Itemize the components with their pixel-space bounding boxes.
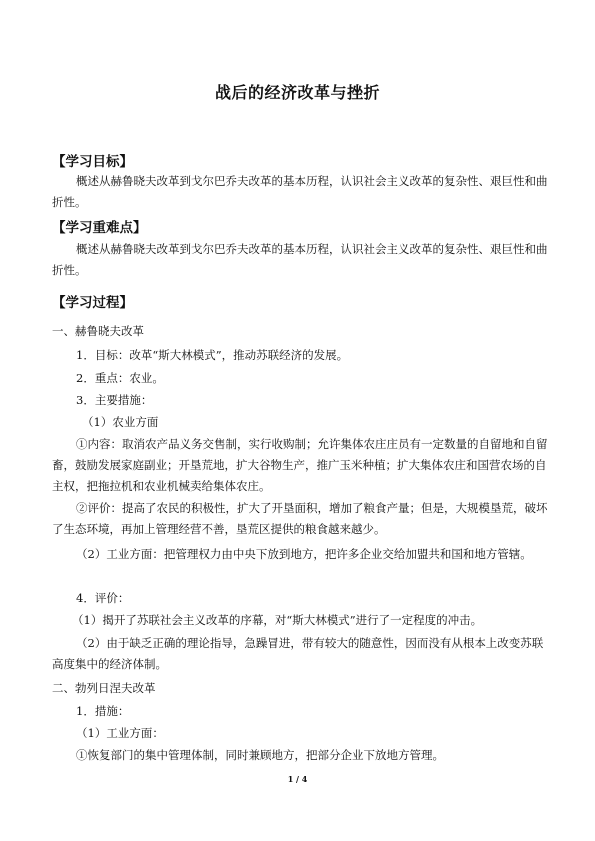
page-number: 1 / 4 [287, 774, 308, 784]
keypoints-heading: 【学习重难点】 [52, 220, 147, 236]
keypoints-text: 概述从赫鲁晓夫改革到戈尔巴乔夫改革的基本历程，认识社会主义改革的复杂性、艰巨性和曲折性。 [52, 242, 548, 277]
document-title: 战后的经济改革与挫折 [214, 83, 380, 102]
goals-text: 概述从赫鲁晓夫改革到戈尔巴乔夫改革的基本历程，认识社会主义改革的复杂性、艰巨性和曲折性。 [52, 174, 548, 209]
list-item: （1）农业方面 [82, 415, 159, 429]
list-item: 4．评价： [76, 591, 130, 605]
paragraph: （2）工业方面：把管理权力由中央下放到地方，把许多企业交给加盟共和国和地方管辖。 [76, 547, 532, 561]
process-heading: 【学习过程】 [52, 295, 133, 311]
paragraph: ①内容：取消农产品义务交售制，实行收购制；允许集体农庄庄员有一定数量的自留地和自留畜，鼓励发展家庭副业；开垦荒地，扩大谷物生产，推广玉米种植；扩大集体农庄和国营农场的自主权，把拖拉机和农业机械卖给集体农庄。 [52, 437, 548, 493]
paragraph: （1）揭开了苏联社会主义改革的序幕，对“斯大林模式”进行了一定程度的冲击。 [72, 613, 483, 627]
list-item: 2．重点：农业。 [76, 371, 164, 385]
list-item: 1．措施： [76, 704, 130, 718]
list-item: 3．主要措施： [76, 393, 153, 407]
section-heading-1: 一、赫鲁晓夫改革 [52, 324, 144, 338]
section-heading-2: 二、勃列日涅夫改革 [52, 681, 156, 695]
list-item: （1）工业方面： [76, 726, 164, 740]
paragraph: ②评价：提高了农民的积极性，扩大了开垦面积，增加了粮食产量；但是，大规模垦荒，破坏了生态环境，再加上管理经营不善，垦荒区提供的粮食越来越少。 [52, 501, 548, 536]
list-item: 1．目标：改革“斯大林模式”，推动苏联经济的发展。 [76, 348, 349, 362]
list-item: ①恢复部门的集中管理体制，同时兼顾地方，把部分企业下放地方管理。 [76, 748, 444, 762]
paragraph: （2）由于缺乏正确的理论指导，急躁冒进，带有较大的随意性，因而没有从根本上改变苏联高度集中的经济体制。 [52, 636, 544, 671]
goals-heading: 【学习目标】 [52, 154, 133, 170]
